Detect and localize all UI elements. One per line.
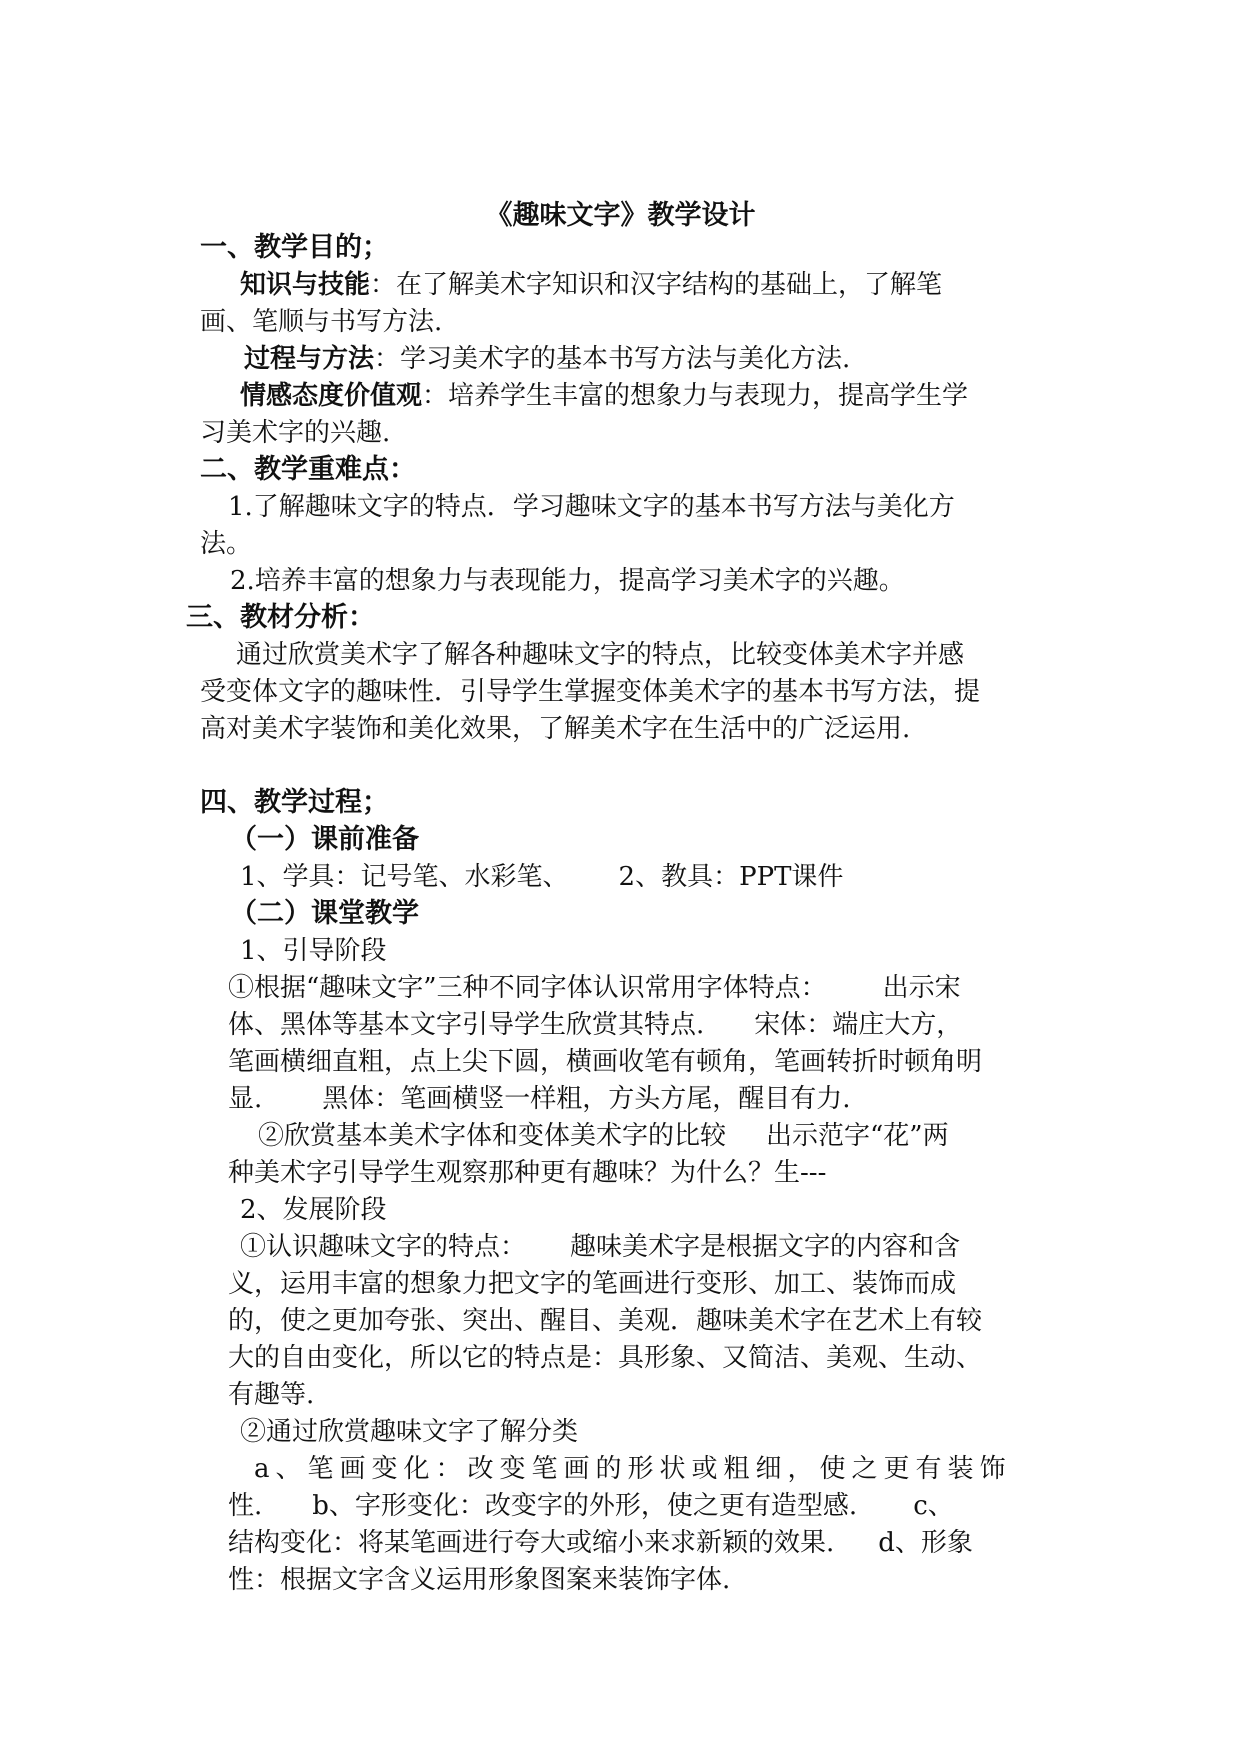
document-title: 《趣味文字》教学设计 bbox=[485, 200, 756, 231]
material-analysis-line-1: 通过欣赏美术字了解各种趣味文字的特点，比较变体美术字并感 bbox=[236, 640, 965, 670]
fonts-para-text-2b: 宋体：端庄大方， bbox=[754, 1010, 963, 1040]
features-para-line-1 bbox=[240, 1229, 960, 1265]
category-para-text-4b: d、形象 bbox=[878, 1528, 973, 1558]
category-para-text-3a: 性. bbox=[228, 1491, 263, 1521]
features-para-line-5: 有趣等. bbox=[228, 1380, 315, 1410]
fonts-para-text-4a: 显. bbox=[228, 1084, 263, 1114]
material-analysis-line-3: 高对美术字装饰和美化效果，了解美术字在生活中的广泛运用. bbox=[200, 714, 911, 744]
fonts-para-line-1 bbox=[228, 970, 961, 1006]
subsection-classroom-heading: （二）课堂教学 bbox=[230, 898, 419, 929]
fonts-para-line-2 bbox=[228, 1007, 962, 1043]
fonts-para-line-4 bbox=[228, 1081, 851, 1117]
category-para-line-3 bbox=[228, 1488, 954, 1524]
stage-1-heading: 1、引导阶段 bbox=[240, 936, 387, 966]
compare-para-text-1a: ②欣赏基本美术字体和变体美术字的比较 bbox=[258, 1121, 727, 1151]
features-para-line-3: 的，使之更加夸张、突出、醒目、美观．趣味美术字在艺术上有较 bbox=[228, 1306, 983, 1336]
knowledge-skills-text-1: ：在了解美术字知识和汉字结构的基础上，了解笔 bbox=[370, 270, 943, 300]
emotion-values-label: 情感态度价值观 bbox=[240, 381, 423, 411]
category-para-text-3b: b、字形变化：改变字的外形，使之更有造型感. bbox=[312, 1491, 858, 1521]
compare-para-text-1b: 出示范字“花”两 bbox=[766, 1121, 949, 1151]
features-para-line-2: 义，运用丰富的想象力把文字的笔画进行变形、加工、装饰而成 bbox=[228, 1269, 957, 1299]
features-para-line-4: 大的自由变化，所以它的特点是：具形象、又简洁、美观、生动、 bbox=[228, 1343, 983, 1373]
knowledge-skills-line-1 bbox=[240, 267, 942, 303]
section-4-heading: 四、教学过程； bbox=[200, 787, 389, 818]
key-point-1-line-2: 法。 bbox=[200, 529, 253, 559]
fonts-para-line-3: 笔画横细直粗，点上尖下圆，横画收笔有顿角，笔画转折时顿角明 bbox=[228, 1047, 983, 1077]
section-2-heading: 二、教学重难点： bbox=[200, 454, 416, 485]
teacher-tools: 2、教具：PPT课件 bbox=[618, 862, 844, 892]
category-para-line-2: a、笔画变化：改变笔画的形状或粗细，使之更有装饰 bbox=[254, 1454, 1012, 1484]
key-point-2: 2.培养丰富的想象力与表现能力，提高学习美术字的兴趣。 bbox=[230, 566, 905, 596]
knowledge-skills-line-2: 画、笔顺与书写方法. bbox=[200, 307, 443, 337]
process-method-label: 过程与方法 bbox=[244, 344, 375, 374]
fonts-para-text-2a: 体、黑体等基本文字引导学生欣赏其特点. bbox=[228, 1010, 705, 1040]
emotion-values-line-2: 习美术字的兴趣. bbox=[200, 418, 391, 448]
process-method-text: ：学习美术字的基本书写方法与美化方法. bbox=[374, 344, 851, 374]
material-analysis-line-2: 受变体文字的趣味性．引导学生掌握变体美术字的基本书写方法，提 bbox=[200, 677, 981, 707]
compare-para-line-1 bbox=[258, 1118, 949, 1154]
fonts-para-text-1b: 出示宋 bbox=[882, 973, 961, 1003]
category-para-line-1: ②通过欣赏趣味文字了解分类 bbox=[240, 1417, 579, 1447]
emotion-values-line-1 bbox=[240, 378, 968, 414]
category-para-text-4a: 结构变化：将某笔画进行夸大或缩小来求新颖的效果. bbox=[228, 1528, 835, 1558]
fonts-para-text-4b: 黑体：笔画横竖一样粗，方头方尾，醒目有力. bbox=[322, 1084, 851, 1114]
category-para-line-4 bbox=[228, 1525, 973, 1561]
process-method-line bbox=[244, 341, 850, 377]
fonts-para-text-1a: ①根据“趣味文字”三种不同字体认识常用字体特点： bbox=[228, 973, 827, 1003]
key-point-1-line-1: 1.了解趣味文字的特点．学习趣味文字的基本书写方法与美化方 bbox=[228, 492, 955, 522]
section-1-heading: 一、教学目的； bbox=[200, 232, 389, 263]
knowledge-skills-label: 知识与技能 bbox=[240, 270, 371, 300]
tools-line bbox=[240, 859, 843, 895]
features-para-text-1b: 趣味美术字是根据文字的内容和含 bbox=[570, 1232, 961, 1262]
category-para-line-5: 性：根据文字含义运用形象图案来装饰字体. bbox=[228, 1565, 731, 1595]
emotion-values-text-1: ：培养学生丰富的想象力与表现力，提高学生学 bbox=[422, 381, 969, 411]
compare-para-line-2: 种美术字引导学生观察那种更有趣味？为什么？生--- bbox=[228, 1158, 827, 1188]
student-tools: 1、学具：记号笔、水彩笔、 bbox=[240, 862, 569, 892]
section-3-heading: 三、教材分析： bbox=[186, 602, 375, 633]
category-para-text-3c: c、 bbox=[913, 1491, 954, 1521]
stage-2-heading: 2、发展阶段 bbox=[240, 1195, 387, 1225]
features-para-text-1a: ①认识趣味文字的特点： bbox=[240, 1232, 527, 1262]
subsection-prep-heading: （一）课前准备 bbox=[230, 824, 419, 855]
